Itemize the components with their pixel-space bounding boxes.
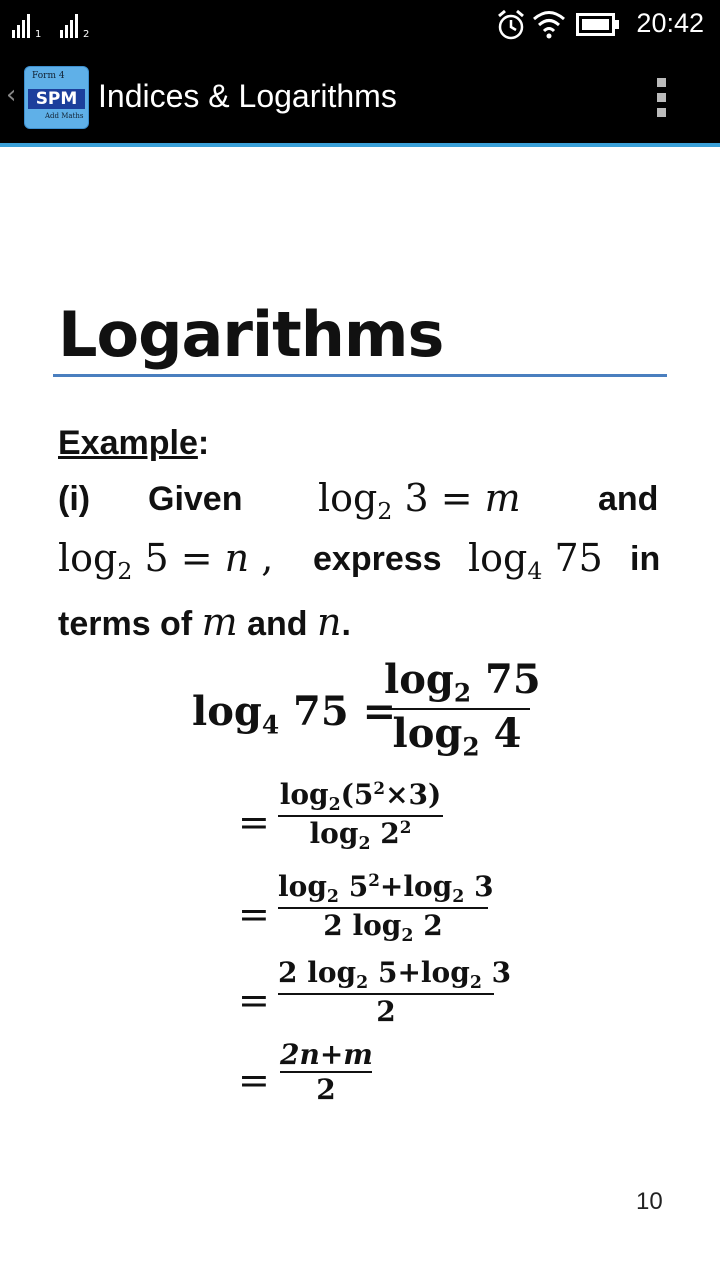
step-4-equals: = bbox=[238, 978, 270, 1022]
step-2-fraction bbox=[278, 778, 443, 854]
step-2-numerator: $\log_2(5^2\times 3)$ bbox=[279, 778, 442, 816]
app-icon-top-text: Form 4 bbox=[32, 71, 65, 81]
step-2-denominator: $\log_2 2^2$ bbox=[309, 817, 412, 855]
step-3-denominator: 2 $\log_2 2$ bbox=[323, 909, 443, 947]
action-bar-divider bbox=[0, 143, 720, 147]
battery-icon bbox=[576, 13, 620, 37]
step-3-fraction bbox=[278, 870, 494, 947]
var-n: n bbox=[317, 600, 342, 644]
overflow-menu-icon[interactable] bbox=[657, 78, 669, 120]
given-word: Given bbox=[148, 480, 243, 518]
problem-number: (i) bbox=[58, 480, 91, 518]
sim2-label: 2 bbox=[83, 29, 90, 40]
clock: 20:42 bbox=[636, 8, 704, 38]
step-2-equals: = bbox=[238, 800, 270, 844]
step-5-numerator: 2n+m bbox=[280, 1038, 373, 1071]
alarm-icon bbox=[496, 9, 526, 41]
var-m: m bbox=[201, 600, 238, 644]
given-expr-2: $\log_2 5 = n$ , bbox=[58, 536, 274, 586]
in-word: in bbox=[630, 540, 661, 578]
step-1-numerator: $\log_2 75$ bbox=[384, 656, 541, 708]
period: . bbox=[341, 605, 351, 643]
step-5-equals: = bbox=[238, 1058, 270, 1102]
title-rule bbox=[53, 374, 667, 377]
example-label: Example bbox=[58, 424, 198, 462]
signal-icon bbox=[12, 12, 42, 38]
step-5-fraction bbox=[280, 1038, 372, 1106]
signal-icon bbox=[60, 12, 90, 38]
step-1-denominator: $\log_2 4$ bbox=[392, 709, 522, 762]
sim1-label: 1 bbox=[35, 29, 42, 40]
problem-line-3 bbox=[58, 600, 664, 644]
wifi-icon bbox=[532, 9, 566, 39]
given-expr-1: $\log_2 3 = m$ bbox=[318, 476, 521, 526]
example-heading bbox=[58, 424, 209, 463]
step-1-lhs: $\log_4 75$ = bbox=[192, 688, 397, 740]
step-1-fraction bbox=[384, 656, 541, 762]
step-4-numerator: 2 $\log_2 5+\log_2$ 3 bbox=[278, 956, 512, 994]
step-4-denominator: 2 bbox=[376, 995, 396, 1029]
and-word-2: and bbox=[247, 605, 308, 643]
app-icon-bottom-text: Add Maths bbox=[45, 112, 84, 120]
back-chevron-icon[interactable]: ‹ bbox=[6, 80, 17, 110]
step-3-numerator: $\log_2 5^2+\log_2$ 3 bbox=[278, 870, 494, 908]
terms-of-phrase: terms of bbox=[58, 605, 193, 643]
example-colon: : bbox=[197, 424, 210, 462]
and-word: and bbox=[598, 480, 659, 518]
app-icon-main-text: SPM bbox=[28, 89, 85, 109]
target-expr: $\log_4 75$ bbox=[468, 536, 603, 586]
express-word: express bbox=[313, 540, 442, 578]
page-number: 10 bbox=[636, 1188, 663, 1215]
status-bar bbox=[0, 0, 720, 50]
app-icon[interactable] bbox=[24, 66, 89, 129]
step-4-fraction bbox=[278, 956, 512, 1029]
step-5-denominator: 2 bbox=[316, 1073, 336, 1106]
step-3-equals: = bbox=[238, 892, 270, 936]
slide-title: Logarithms bbox=[58, 298, 444, 371]
app-title: Indices & Logarithms bbox=[98, 78, 397, 114]
